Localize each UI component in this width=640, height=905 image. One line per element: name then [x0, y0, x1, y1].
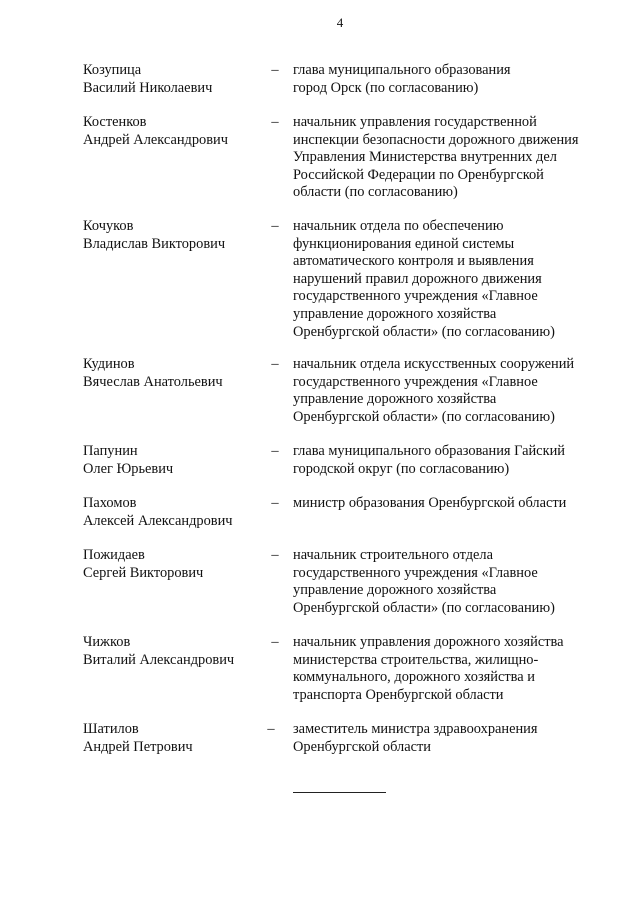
member-surname: Чижков — [83, 634, 131, 650]
member-given-names: Виталий Александрович — [83, 651, 235, 668]
position-line: Оренбургской области» (по согласованию) — [293, 408, 555, 425]
member-given-names: Андрей Петрович — [83, 738, 193, 755]
member-position — [293, 634, 623, 704]
member-surname: Козупица — [83, 62, 142, 78]
position-line: государственного учреждения «Главное — [293, 564, 538, 581]
member-given-names: Сергей Викторович — [83, 564, 204, 581]
member-surname: Пахомов — [83, 495, 137, 511]
dash-separator: – — [271, 634, 279, 650]
position-line: министерства строительства, жилищно- — [293, 651, 539, 668]
member-position — [293, 547, 623, 617]
member-given-names: Андрей Александрович — [83, 131, 228, 148]
dash-separator: – — [271, 495, 279, 511]
position-line: функционирования единой системы — [293, 235, 515, 252]
end-rule — [293, 792, 386, 793]
position-line: глава муниципального образования — [293, 62, 511, 78]
position-line: Оренбургской области» (по согласованию) — [293, 323, 555, 340]
member-position — [293, 443, 623, 478]
member-given-names: Алексей Александрович — [83, 512, 233, 529]
position-line: коммунального, дорожного хозяйства и — [293, 669, 535, 686]
member-surname: Пожидаев — [83, 547, 145, 563]
position-line: начальник управления дорожного хозяйства — [293, 634, 564, 650]
member-name — [83, 114, 263, 149]
position-line: начальник строительного отдела — [293, 547, 493, 563]
dash-separator: – — [271, 62, 279, 78]
position-line: транспорта Оренбургской области — [293, 686, 504, 703]
member-name — [83, 721, 263, 756]
member-surname: Кочуков — [83, 218, 134, 234]
dash-separator: – — [271, 218, 279, 234]
position-line: город Орск (по согласованию) — [293, 79, 479, 96]
position-line: нарушений правил дорожного движения — [293, 270, 542, 287]
member-surname: Шатилов — [83, 721, 139, 737]
position-line: министр образования Оренбургской области — [293, 495, 567, 511]
member-given-names: Василий Николаевич — [83, 79, 213, 96]
position-line: глава муниципального образования Гайский — [293, 443, 565, 459]
position-line: начальник отдела искусственных сооружений — [293, 356, 575, 372]
dash-separator: – — [271, 114, 279, 130]
position-line: области (по согласованию) — [293, 184, 458, 201]
position-line: Российской Федерации по Оренбургской — [293, 166, 544, 183]
member-position — [293, 495, 623, 513]
member-position — [293, 218, 623, 341]
page-number: 4 — [336, 15, 344, 30]
position-line: городской округ (по согласованию) — [293, 460, 510, 477]
dash-separator: – — [271, 443, 279, 459]
position-line: автоматического контроля и выявления — [293, 253, 534, 270]
position-line: управление дорожного хозяйства — [293, 582, 497, 599]
position-line: начальник управления государственной — [293, 114, 537, 130]
position-line: управление дорожного хозяйства — [293, 305, 497, 322]
member-given-names: Вячеслав Анатольевич — [83, 373, 223, 390]
dash-separator: – — [271, 356, 279, 372]
member-position — [293, 114, 623, 202]
member-name — [83, 218, 263, 253]
position-line: начальник отдела по обеспечению — [293, 218, 504, 234]
position-line: государственного учреждения «Главное — [293, 373, 538, 390]
position-line: управление дорожного хозяйства — [293, 391, 497, 408]
position-line: Оренбургской области — [293, 738, 431, 755]
dash-separator: – — [267, 721, 275, 737]
position-line: Управления Министерства внутренних дел — [293, 149, 557, 166]
member-surname: Костенков — [83, 114, 147, 130]
position-line: заместитель министра здравоохранения — [293, 721, 538, 737]
member-given-names: Олег Юрьевич — [83, 460, 174, 477]
member-position — [293, 721, 623, 756]
member-name — [83, 547, 263, 582]
dash-separator: – — [271, 547, 279, 563]
member-name — [83, 356, 263, 391]
position-line: государственного учреждения «Главное — [293, 288, 538, 305]
member-position — [293, 62, 623, 97]
member-surname: Кудинов — [83, 356, 135, 372]
member-name — [83, 443, 263, 478]
member-surname: Папунин — [83, 443, 138, 459]
member-name — [83, 634, 263, 669]
member-given-names: Владислав Викторович — [83, 235, 226, 252]
member-position — [293, 356, 623, 426]
member-name — [83, 62, 263, 97]
position-line: инспекции безопасности дорожного движения — [293, 131, 579, 148]
member-name — [83, 495, 263, 530]
position-line: Оренбургской области» (по согласованию) — [293, 599, 555, 616]
